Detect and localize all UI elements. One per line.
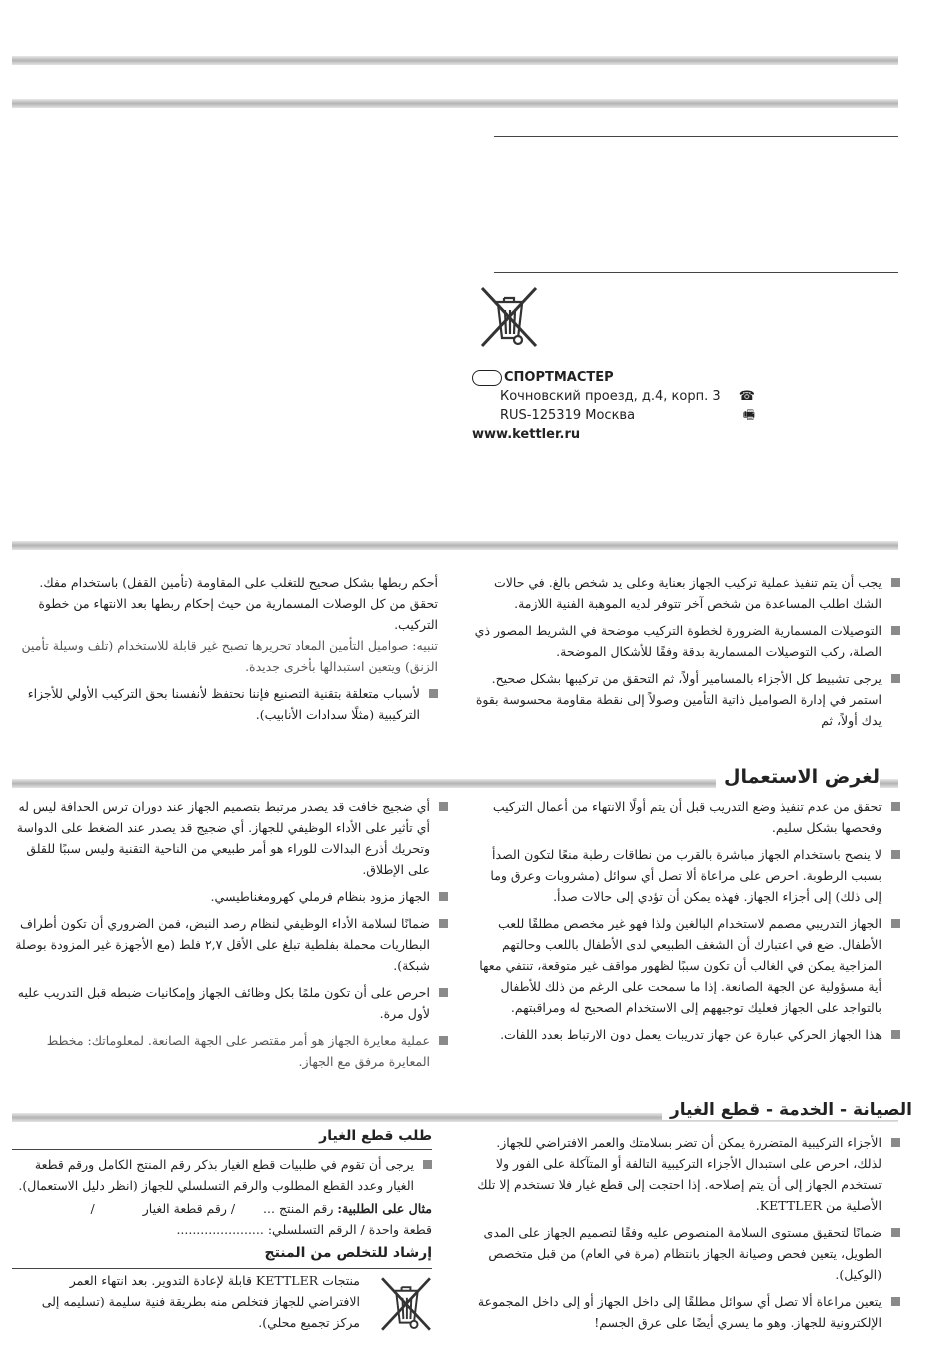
disposal-text-block (40, 1270, 360, 1339)
order-example-row (12, 1198, 432, 1219)
brand-name: СПОРТМАСТЕР (504, 370, 614, 385)
crossed-bin-icon (375, 1272, 437, 1340)
assembly-left-column (12, 572, 438, 731)
spare-parts-text: يرجى أن تقوم في طلبيات قطع الغيار بذكر رقم المنتج الكامل ورقم قطعة الغيار وعدد القطع المطلوب والرقم التسلسلي للجهاز (انظر دليل الاستعمال). (12, 1154, 432, 1196)
section-heading-usage: لغرض الاستعمال (716, 766, 880, 788)
order-example-qty: قطعة واحدة / الرقم التسلسلي: (267, 1222, 432, 1237)
list-item: الجهاز التدريبي مصمم لاستخدام البالغين ولذا فهو غير مخصص مطلقًا للعب الأطفال. ضع في اعتبارك أن الشغف الطبيعي لدى الأطفال باللعب وحالتهم المزاجية يمكن في الغالب أن تكون سببًا لظهور مواقف غير متوقعة، تنتفي معها أية مسؤولية عن الجهة الصانعة. إذا ما سمحت على الرغم من ذلك للأطفال بالتواجد على الجهاز فعليك توجيههم إلى الاستخدام الصحيح له ومراقبتهم. (474, 913, 900, 1018)
maintenance-right-column (474, 1132, 900, 1339)
list-item: يرجى تشبيط كل الأجزاء بالمسامير أولاً، ثم التحقق من تركيبها بشكل صحيح. استمر في إدارة الصواميل ذاتية التأمين وصولاً إلى نقطة مقاومة محسوسة بقوة يدك أولاً، ثم (474, 668, 900, 731)
crossed-bin-icon (474, 282, 544, 356)
list-item: لا ينصح باستخدام الجهاز مباشرة بالقرب من نطاقات رطبة منعًا لتكون الصدأ بسبب الرطوبة. احرص على مراعاة ألا تصل أي سوائل (مشروبات وعرق وما إلى ذلك) إلى أجزاء الجهاز. فهذه يمكن أن تؤدي إلى حالات صدأ. (474, 844, 900, 907)
address-row (500, 387, 755, 406)
list-item: يجب أن يتم تنفيذ عملية تركيب الجهاز بعناية وعلى يد شخص بالغ. في حالات الشك اطلب المساعدة من شخص آخر تتوفر لديه الموهبة الفنية اللازمة. (474, 572, 900, 614)
disposal-heading: إرشاد للتخلص من المنتج (264, 1245, 432, 1261)
phone-icon: ☎ (738, 389, 755, 404)
section-bar-1 (12, 541, 898, 550)
list-item: ضمانًا لسلامة الأداء الوظيفي لنظام رصد النبض، فمن الضروري أن تكون أطراف البطاريات محملة بفلطية تبلغ على الأقل ٢,٧ فلط (مع الأجهزة غير المزودة بوصلة شبكة). (12, 913, 448, 976)
order-example-part: / رقم قطعة الغيار (142, 1201, 236, 1216)
list-item: لأسباب متعلقة بتقنية التصنيع فإننا نحتفظ لأنفسنا بحق التركيب الأولي للأجزاء التركيبية (مثلًا سدادات الأنابيب). (12, 683, 438, 725)
list-item: الجهاز مزود بنظام فرملي كهرومغناطيسي. (12, 886, 448, 907)
website-link[interactable]: www.kettler.ru (472, 427, 581, 442)
list-item: احرص على أن تكون ملمًا بكل وظائف الجهاز وإمكانيات ضبطه قبل التدريب عليه لأول مرة. (12, 982, 448, 1024)
list-item: أي ضجيج خافت قد يصدر مرتبط بتصميم الجهاز عند دوران ترس الحدافة ليس له أي تأثير على الأداء الوظيفي للجهاز. أي ضجيج قد يصدر عند الضغط على الدواسة وتحريك أذرع البدالات للوراء هو أمر طبيعي من الناحية التقنية وليس سببًا للقلق على الإطلاق. (12, 796, 448, 880)
disposal-text: منتجات KETTLER قابلة لإعادة التدوير. بعد انتهاء العمر الافتراضي للجهاز فتخلص منه بطريقة فنية سليمة (تسليمه إلى مركز تجميع محلي). (41, 1273, 360, 1330)
list-item: عملية معايرة الجهاز هو أمر مقتصر على الجهة الصانعة. لمعلوماتك: مخطط المعايرة مرفق مع الجهاز. (12, 1030, 448, 1072)
list-item: أحكم ربطها بشكل صحيح للتغلب على المقاومة (تأمين القفل) باستخدام مفك. تحقق من كل الوصلات المسمارية من حيث إحكام ربطها بعد الانتهاء من خطوة التركيب. (38, 575, 438, 632)
usage-left-column (12, 796, 448, 1078)
order-example-product: رقم المنتج (278, 1201, 334, 1216)
header-bar-2 (12, 99, 898, 108)
order-example-qty-row (12, 1219, 432, 1240)
list-item: ضمانًا لتحقيق مستوى السلامة المنصوص عليه وفقًا لتصميم الجهاز على المدى الطويل، يتعين فحص وصيانة الجهاز بانتظام (مرة في العام) من قبل متخصص (الوكيل). (474, 1222, 900, 1285)
assembly-right-column (474, 572, 900, 737)
spare-parts-block (12, 1154, 432, 1240)
divider-line (12, 1268, 432, 1269)
fax-icon: 🖷 (742, 408, 755, 423)
list-item: هذا الجهاز الحركي عبارة عن جهاز تدريبات يعمل دون الارتباط بعدد اللفات. (474, 1024, 900, 1045)
usage-right-column (474, 796, 900, 1051)
divider-line (12, 1149, 432, 1150)
order-example-dots: ... (263, 1201, 275, 1216)
header-bar-1 (12, 56, 898, 65)
list-item: التوصيلات المسمارية الضرورة لخطوة التركيب موضحة في الشريط المصور ذي الصلة، ركب التوصيلات المسمارية بدقة وفقًا للأشكال الموضحة. (474, 620, 900, 662)
city-row (500, 406, 755, 425)
spare-parts-heading: طلب قطع الغيار (319, 1128, 432, 1144)
list-item: تحقق من عدم تنفيذ وضع التدريب قبل أن يتم أولًا الانتهاء من أعمال التركيب وفحصها بشكل سليم. (474, 796, 900, 838)
address-text: Кочновский проезд, д.4, корп. 3 (500, 389, 721, 404)
city-text: RUS-125319 Москва (500, 408, 636, 423)
order-example-slash: / (90, 1201, 95, 1216)
divider-line (494, 136, 898, 137)
brand-logo-icon (472, 370, 502, 386)
section-heading-maintenance: الصيانة - الخدمة - قطع الغيار (662, 1100, 912, 1120)
warning-note: تنبيه: صواميل التأمين المعاد تحريرها تصبح غير قابلة للاستخدام (تلف وسيلة تأمين الزنق) ويتعين استبدالها بأخرى جديدة. (21, 638, 438, 674)
list-item: الأجزاء التركيبية المتضررة يمكن أن تضر بسلامتك والعمر الافتراضي للجهاز. لذلك، احرص على استبدال الأجزاء التركيبية التالفة أو المتآكلة على الفور ولا تستخدم الجهاز إلى أن يتم إصلاحه. إذا احتجت إلى قطع غيار فلا تستخدم إلا تلك الأصلية من KETTLER. (474, 1132, 900, 1216)
order-example-label: مثال على الطلبية: (337, 1201, 432, 1216)
divider-line (494, 272, 898, 273)
list-item: يتعين مراعاة ألا تصل أي سوائل مطلقًا إلى داخل الجهاز أو إلى داخل المجموعة الإلكترونية للجهاز. وهو ما يسري أيضًا على عرق الجسم! (474, 1291, 900, 1333)
order-example-dots-long: ...................... (176, 1222, 264, 1237)
contact-block (472, 368, 755, 444)
